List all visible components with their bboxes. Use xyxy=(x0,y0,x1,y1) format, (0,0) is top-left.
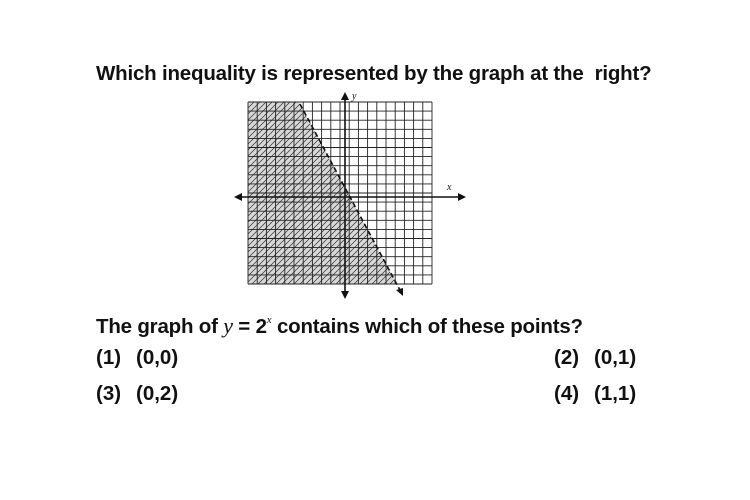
choice-2[interactable] xyxy=(554,346,636,370)
y-axis-label: y xyxy=(352,91,357,102)
question-2-equals-base: = 2 xyxy=(232,315,267,338)
hatch-line xyxy=(230,94,232,284)
coordinate-grid xyxy=(248,102,432,284)
choice-1-number: (1) xyxy=(96,346,122,369)
hatch-line xyxy=(408,94,470,284)
question-2-text xyxy=(96,313,583,339)
question-1-text: Which inequality is represented by the graph at the right? xyxy=(96,62,652,85)
hatch-line xyxy=(468,94,470,284)
hatch-line xyxy=(396,94,470,284)
question-2-suffix: contains which of these points? xyxy=(271,315,583,338)
choice-1[interactable] xyxy=(96,346,178,370)
choice-1-value: (0,0) xyxy=(136,346,179,369)
choice-3-value: (0,2) xyxy=(136,382,179,405)
hatch-line xyxy=(378,94,470,284)
question-2-prefix: The graph of xyxy=(96,315,224,338)
hatch-line xyxy=(372,94,470,284)
choice-2-number: (2) xyxy=(554,346,580,369)
inequality-graph xyxy=(230,90,470,305)
hatch-line xyxy=(438,94,470,284)
hatch-line xyxy=(456,94,470,284)
hatch-line xyxy=(462,94,470,284)
choice-3-number: (3) xyxy=(96,382,122,405)
hatch-line xyxy=(230,94,238,284)
hatch-line xyxy=(230,94,250,284)
choice-2-value: (0,1) xyxy=(594,346,637,369)
hatch-line xyxy=(230,94,244,284)
question-2-y-variable: y xyxy=(223,313,233,338)
hatch-line xyxy=(402,94,470,284)
hatch-line xyxy=(420,94,470,284)
hatch-line xyxy=(450,94,470,284)
choice-3[interactable] xyxy=(96,382,178,406)
hatch-line xyxy=(384,94,470,284)
choice-4-number: (4) xyxy=(554,382,580,405)
hatch-line xyxy=(390,94,470,284)
x-axis-label: x xyxy=(447,182,452,193)
choice-4-value: (1,1) xyxy=(594,382,637,405)
choice-4[interactable] xyxy=(554,382,636,406)
question-2-exponent: x xyxy=(266,314,272,326)
